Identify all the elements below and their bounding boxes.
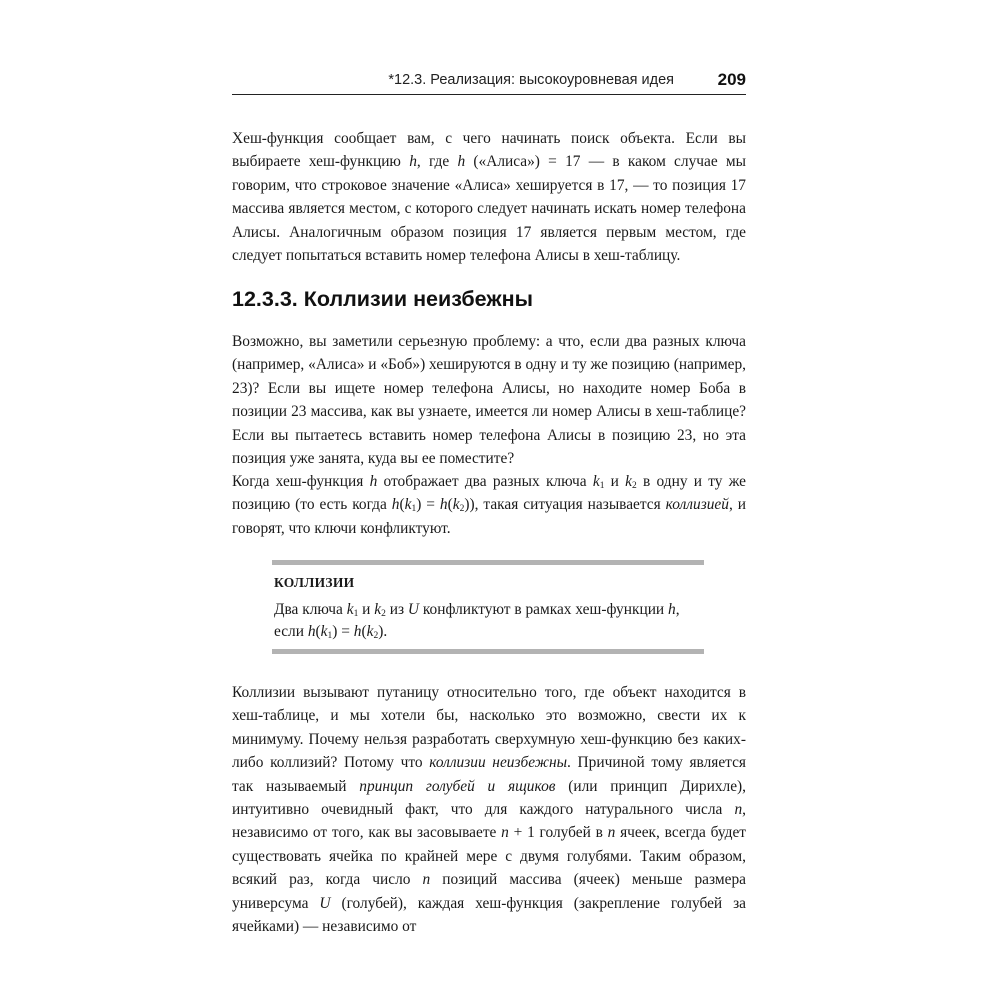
paragraph-problem: Возможно, вы заметили серьезную проблему: а что, если два разных ключа (например, «Алиса» и «Боб») хешируются в одну и ту же позицию (например, 23)? Если вы ищете номер телефона Алисы, но находите номер Боба в позиции 23 массива, как вы узнаете, имеется ли номер Алисы в хеш-таблице? Если вы пытаетесь вставить номер телефона Алисы в позицию 23, но эта позиция уже занята, куда вы ее поместите? — [232, 333, 747, 468]
paragraph-hash-function: Хеш-функция сообщает вам, с чего начинать поиск объекта. Если вы выбираете хеш-функцию h, где h («Алиса») = 17 — в каком случае мы говорим, что строковое значение «Алиса» хешируется в 17, — то позиция 17 массива является местом, с которого следует начинать искать номер телефона Алисы. Аналогичным образом позиция 17 является первым местом, где следует попытаться вставить номер телефона Алисы в хеш-таблицу. — [232, 130, 746, 265]
definition-box — [272, 560, 704, 654]
running-header — [232, 70, 746, 95]
paragraph-collision-definition: Когда хеш-функция h отображает два разных ключа $k_1$ и $k_2$ в одну и ту же позицию (то есть когда $h(k_1) = h(k_2)$), такая ситуация называется коллизией, и говорят, что ключи конфликтуют. — [232, 473, 746, 537]
box-definition-text: Два ключа $k_1$ и $k_2$ из U конфликтуют в рамках хеш-функции h, если $h(k_1) = h(k_2)$. — [274, 601, 680, 641]
page-number: 209 — [717, 70, 746, 89]
paragraph-pigeonhole: Коллизии вызывают путаницу относительно того, где объект находится в хеш-таблице, и мы хотели бы, насколько это возможно, свести их к минимуму. Почему нельзя разработать сверхумную хеш-функцию без каких-либо коллизий? Потому что коллизии неизбежны. Причиной тому является так называемый принцип голубей и ящиков (или принцип Дирихле), интуитивно очевидный факт, что для каждого натурального числа n, независимо от того, как вы засовываете n + 1 голубей в n ячеек, всегда будет существовать ячейка по крайней мере с двумя голубями. Таким образом, всякий раз, когда число n позиций массива (ячеек) меньше размера универсума U (голубей), каждая хеш-функция (закрепление голубей за ячейками) — независимо от — [232, 684, 747, 936]
box-bottom-rule — [272, 649, 704, 654]
chapter-title: *12.3. Реализация: высокоуровневая идея — [388, 72, 674, 88]
box-title: КОЛЛИЗИИ — [274, 575, 355, 590]
box-top-rule — [272, 560, 704, 565]
section-heading: 12.3.3. Коллизии неизбежны — [232, 287, 533, 311]
